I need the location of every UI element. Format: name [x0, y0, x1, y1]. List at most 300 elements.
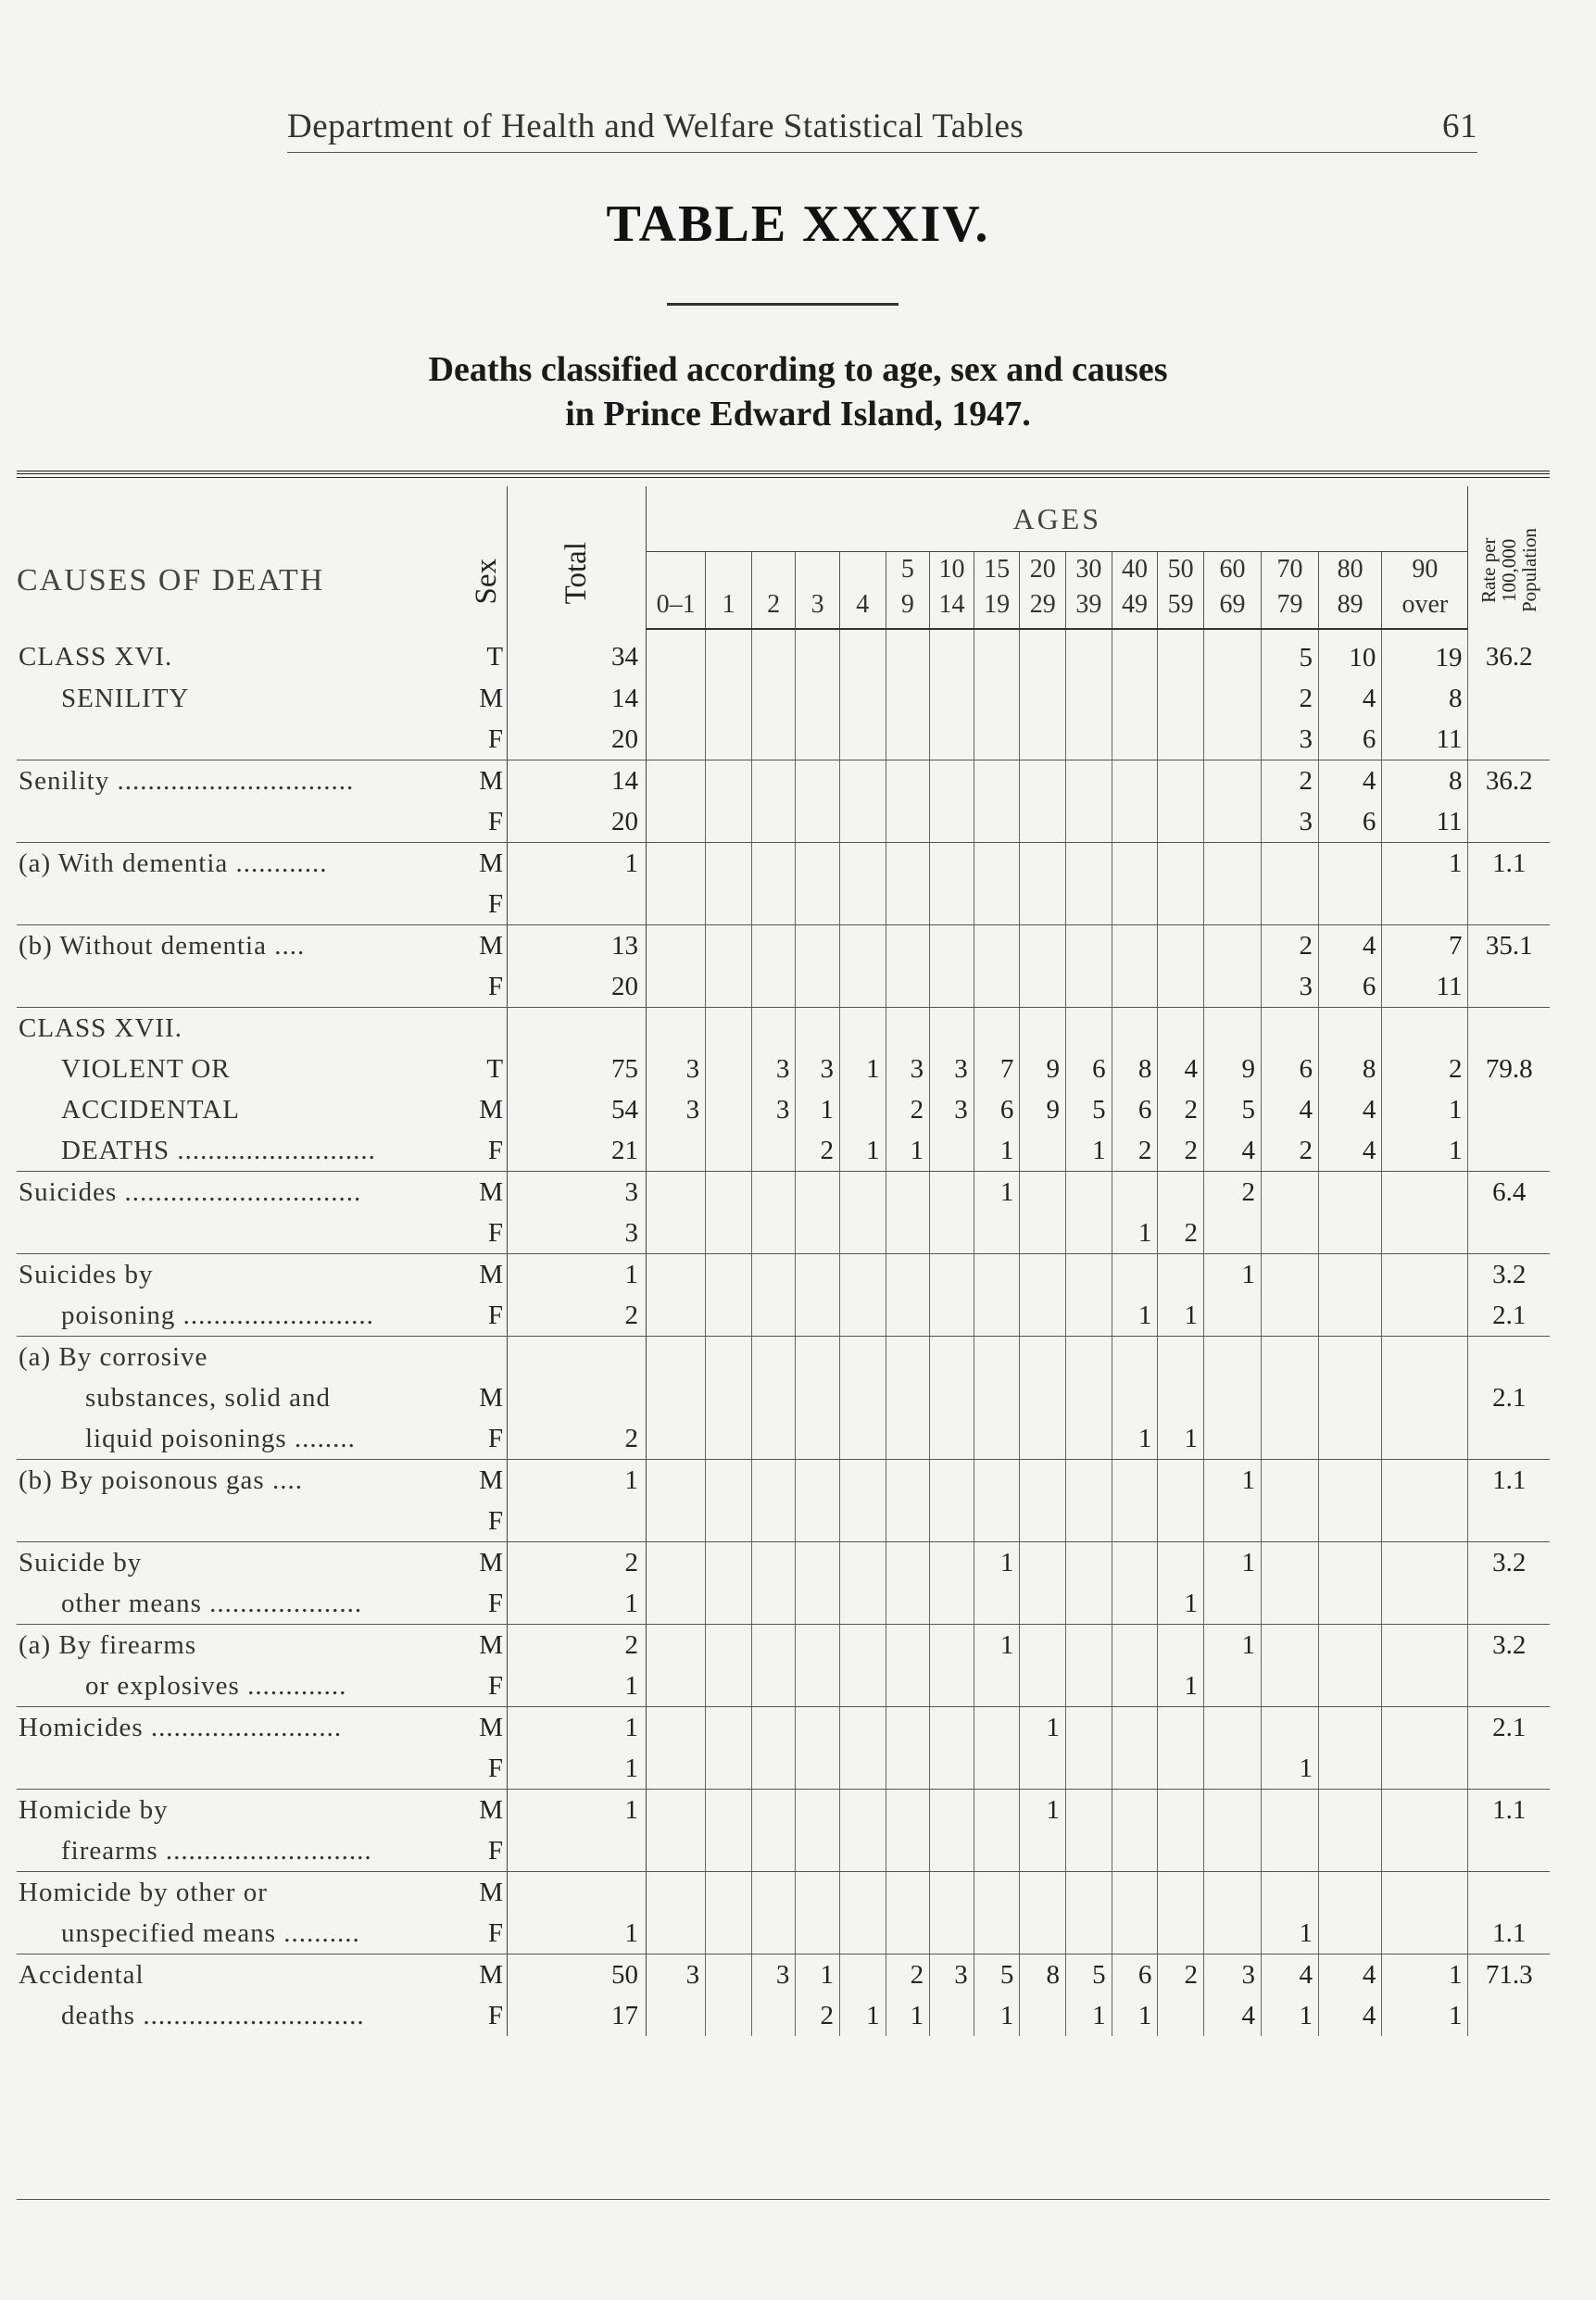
age-count-cell — [1203, 1707, 1261, 1749]
age-count-cell: 8 — [1382, 760, 1468, 802]
age-count-cell — [706, 925, 752, 967]
age-group-upper: 50 — [1167, 555, 1194, 584]
age-count-cell: 3 — [1262, 719, 1319, 760]
age-count-cell — [1382, 1254, 1468, 1296]
age-count-cell — [974, 1008, 1020, 1049]
rate-cell: 1.1 — [1468, 1913, 1550, 1954]
age-count-cell — [1066, 801, 1112, 843]
age-group-lower: 79 — [1276, 590, 1303, 619]
age-count-cell — [974, 1254, 1020, 1296]
age-count-cell — [886, 760, 930, 802]
age-count-cell: 5 — [1262, 629, 1319, 678]
age-count-cell — [1020, 1418, 1066, 1460]
total-cell: 1 — [508, 1665, 647, 1707]
age-count-cell: 1 — [1112, 1995, 1158, 2036]
age-count-cell — [1020, 1665, 1066, 1707]
header-age-group — [796, 552, 840, 630]
rate-cell: 2.1 — [1468, 1295, 1550, 1337]
age-count-cell — [930, 1707, 974, 1749]
cause-cell: DEATHS .......................... — [17, 1130, 467, 1172]
age-count-cell — [1262, 1707, 1319, 1749]
sex-cell: F — [467, 1501, 507, 1542]
age-count-cell — [796, 760, 840, 802]
age-count-cell — [1262, 1830, 1319, 1872]
total-cell: 1 — [508, 1254, 647, 1296]
age-count-cell — [1262, 884, 1319, 925]
age-count-cell — [839, 719, 886, 760]
table-row — [17, 1542, 1550, 1584]
header-age-group — [1382, 552, 1468, 630]
age-count-cell: 2 — [1382, 1049, 1468, 1089]
table-row — [17, 1172, 1550, 1213]
page-number: 61 — [1442, 107, 1477, 145]
age-count-cell — [974, 1872, 1020, 1914]
rate-cell — [1468, 1008, 1550, 1049]
age-count-cell — [1382, 1913, 1468, 1954]
age-count-cell — [930, 925, 974, 967]
age-count-cell — [974, 1337, 1020, 1378]
age-count-cell — [1319, 884, 1382, 925]
age-count-cell: 4 — [1319, 1995, 1382, 2036]
age-count-cell — [1382, 1337, 1468, 1378]
sex-cell: F — [467, 1295, 507, 1337]
age-count-cell — [796, 1913, 840, 1954]
age-count-cell — [1203, 1583, 1261, 1625]
age-count-cell — [1319, 1625, 1382, 1666]
age-count-cell — [1382, 1542, 1468, 1584]
age-group-lower: 59 — [1167, 590, 1194, 619]
age-count-cell — [1112, 1872, 1158, 1914]
age-count-cell — [886, 1501, 930, 1542]
rate-cell: 2.1 — [1468, 1707, 1550, 1749]
age-count-cell — [1112, 1542, 1158, 1584]
age-count-cell — [1319, 1254, 1382, 1296]
age-count-cell — [1158, 1872, 1204, 1914]
age-count-cell — [1158, 629, 1204, 678]
caption-line-2: in Prince Edward Island, 1947. — [565, 395, 1031, 434]
age-count-cell — [1158, 1748, 1204, 1790]
age-count-cell — [1066, 719, 1112, 760]
age-count-cell: 1 — [886, 1995, 930, 2036]
age-count-cell — [930, 760, 974, 802]
table-row — [17, 1008, 1550, 1049]
age-count-cell: 7 — [974, 1049, 1020, 1089]
age-count-cell — [974, 1295, 1020, 1337]
age-count-cell — [796, 925, 840, 967]
table-row — [17, 1583, 1550, 1625]
age-count-cell — [1158, 719, 1204, 760]
age-count-cell — [1112, 884, 1158, 925]
age-count-cell — [886, 1542, 930, 1584]
age-count-cell — [796, 1583, 840, 1625]
age-count-cell — [886, 1872, 930, 1914]
age-count-cell: 3 — [796, 1049, 840, 1089]
age-count-cell — [839, 1790, 886, 1831]
age-count-cell — [1262, 1790, 1319, 1831]
age-count-cell — [796, 1377, 840, 1418]
age-count-cell: 8 — [1382, 678, 1468, 719]
rate-cell: 36.2 — [1468, 629, 1550, 678]
age-count-cell — [1066, 1460, 1112, 1502]
age-count-cell — [1066, 884, 1112, 925]
age-count-cell — [1203, 1213, 1261, 1254]
age-count-cell — [1020, 1872, 1066, 1914]
age-count-cell — [886, 1707, 930, 1749]
age-count-cell — [1203, 1008, 1261, 1049]
age-count-cell — [1066, 1337, 1112, 1378]
cause-cell: (b) By poisonous gas .... — [19, 1464, 303, 1495]
age-count-cell: 1 — [796, 1954, 840, 1996]
age-count-cell — [706, 1213, 752, 1254]
age-count-cell — [751, 1830, 796, 1872]
header-age-group — [886, 552, 930, 630]
cause-cell: CLASS XVII. — [19, 1012, 182, 1043]
age-count-cell: 1 — [1112, 1418, 1158, 1460]
age-count-cell — [1020, 1542, 1066, 1584]
age-count-cell — [751, 1790, 796, 1831]
age-count-cell — [1158, 1790, 1204, 1831]
age-count-cell — [1066, 925, 1112, 967]
age-count-cell — [1020, 678, 1066, 719]
age-count-cell — [886, 629, 930, 678]
age-count-cell: 8 — [1112, 1049, 1158, 1089]
cause-cell — [17, 966, 467, 1008]
age-count-cell — [647, 1501, 706, 1542]
table-row — [17, 1337, 1550, 1378]
age-count-cell — [1262, 1295, 1319, 1337]
age-count-cell — [796, 1830, 840, 1872]
age-group-upper — [647, 552, 705, 587]
sex-cell: F — [467, 966, 507, 1008]
age-count-cell — [1262, 1418, 1319, 1460]
age-group-lower: 19 — [984, 590, 1011, 619]
total-cell: 14 — [508, 760, 647, 802]
age-count-cell — [647, 1625, 706, 1666]
age-count-cell — [751, 1130, 796, 1172]
age-count-cell: 6 — [1319, 801, 1382, 843]
cause-cell: (a) With dementia ............ — [19, 848, 328, 878]
age-count-cell — [647, 1172, 706, 1213]
age-group-upper: 60 — [1219, 555, 1246, 584]
age-count-cell — [1020, 1337, 1066, 1378]
age-count-cell — [974, 843, 1020, 885]
table-row — [17, 1954, 1550, 1996]
age-count-cell: 19 — [1382, 629, 1468, 678]
table-row — [17, 1790, 1550, 1831]
age-count-cell — [706, 1418, 752, 1460]
age-count-cell — [647, 1295, 706, 1337]
table-title: TABLE XXXIV. — [606, 195, 990, 253]
age-count-cell: 8 — [1020, 1954, 1066, 1996]
age-count-cell — [930, 1913, 974, 1954]
age-group-upper: 20 — [1029, 555, 1056, 584]
age-count-cell — [706, 678, 752, 719]
age-count-cell — [751, 678, 796, 719]
table-row — [17, 966, 1550, 1008]
age-count-cell — [1020, 1295, 1066, 1337]
cause-cell: VIOLENT OR — [61, 1053, 231, 1084]
age-count-cell — [839, 1254, 886, 1296]
age-count-cell — [1020, 1377, 1066, 1418]
age-count-cell — [930, 1008, 974, 1049]
age-count-cell — [1319, 1665, 1382, 1707]
age-count-cell — [1262, 1213, 1319, 1254]
age-count-cell — [1262, 1337, 1319, 1378]
age-count-cell — [647, 1872, 706, 1914]
total-cell: 17 — [508, 1995, 647, 2036]
age-count-cell — [751, 1172, 796, 1213]
cause-cell: liquid poisonings ........ — [17, 1418, 467, 1460]
cause-cell: CLASS XVI. — [19, 642, 173, 672]
header-age-group — [974, 552, 1020, 630]
age-count-cell — [839, 1418, 886, 1460]
age-count-cell: 3 — [1262, 801, 1319, 843]
age-count-cell — [839, 1213, 886, 1254]
age-count-cell: 1 — [1262, 1995, 1319, 2036]
age-count-cell: 2 — [1262, 1130, 1319, 1172]
total-cell — [508, 1501, 647, 1542]
rate-cell — [1468, 1213, 1550, 1254]
table-row — [17, 678, 1550, 719]
rate-cell — [1468, 1130, 1550, 1172]
age-count-cell — [1319, 1172, 1382, 1213]
age-count-cell — [1203, 1295, 1261, 1337]
age-count-cell — [930, 1790, 974, 1831]
table-body — [17, 629, 1550, 2036]
age-count-cell — [1112, 1830, 1158, 1872]
age-group-lower: 14 — [938, 590, 965, 619]
cause-cell: SENILITY — [61, 683, 190, 713]
table-bottom-rule — [17, 2199, 1550, 2200]
age-count-cell — [1203, 1913, 1261, 1954]
rate-cell: 35.1 — [1468, 925, 1550, 967]
age-count-cell — [751, 760, 796, 802]
age-count-cell — [974, 1665, 1020, 1707]
rate-cell: 71.3 — [1468, 1954, 1550, 1996]
total-cell — [508, 1008, 647, 1049]
age-count-cell: 1 — [1382, 1089, 1468, 1130]
age-count-cell — [1066, 1748, 1112, 1790]
total-cell: 21 — [508, 1130, 647, 1172]
age-count-cell — [1066, 1542, 1112, 1584]
age-count-cell — [647, 1583, 706, 1625]
age-count-cell — [930, 1872, 974, 1914]
age-count-cell — [839, 1625, 886, 1666]
sex-cell: M — [467, 1872, 507, 1914]
age-count-cell — [751, 1008, 796, 1049]
table-row — [17, 1872, 1550, 1914]
age-count-cell — [974, 1583, 1020, 1625]
age-count-cell — [1066, 966, 1112, 1008]
age-count-cell — [1020, 1501, 1066, 1542]
age-count-cell — [930, 1665, 974, 1707]
age-count-cell — [796, 884, 840, 925]
age-count-cell: 1 — [974, 1995, 1020, 2036]
age-count-cell — [751, 1748, 796, 1790]
age-count-cell — [1112, 719, 1158, 760]
age-count-cell: 6 — [1066, 1049, 1112, 1089]
age-count-cell — [1262, 843, 1319, 885]
age-count-cell — [1262, 1172, 1319, 1213]
age-count-cell: 2 — [1158, 1954, 1204, 1996]
sex-cell: M — [467, 1089, 507, 1130]
age-count-cell — [1203, 801, 1261, 843]
age-count-cell — [1112, 1707, 1158, 1749]
age-count-cell — [1262, 1872, 1319, 1914]
age-count-cell — [796, 1872, 840, 1914]
age-count-cell — [751, 1707, 796, 1749]
age-count-cell — [839, 1542, 886, 1584]
age-count-cell: 9 — [1020, 1049, 1066, 1089]
age-count-cell — [706, 1501, 752, 1542]
age-count-cell — [1112, 1254, 1158, 1296]
rate-cell — [1468, 801, 1550, 843]
table-row — [17, 1460, 1550, 1502]
sex-cell: F — [467, 884, 507, 925]
age-count-cell — [706, 1954, 752, 1996]
age-count-cell — [1066, 1830, 1112, 1872]
age-count-cell — [1020, 966, 1066, 1008]
age-count-cell: 1 — [1020, 1707, 1066, 1749]
age-count-cell — [1203, 1748, 1261, 1790]
age-count-cell — [1158, 1254, 1204, 1296]
age-count-cell — [1203, 966, 1261, 1008]
age-count-cell — [751, 1377, 796, 1418]
deaths-table — [17, 486, 1550, 2036]
table-row — [17, 1377, 1550, 1418]
age-count-cell — [1066, 1625, 1112, 1666]
header-total-label: Total — [559, 541, 594, 604]
age-count-cell: 5 — [1066, 1089, 1112, 1130]
age-count-cell — [1020, 1830, 1066, 1872]
age-count-cell — [974, 760, 1020, 802]
total-cell: 54 — [508, 1089, 647, 1130]
age-count-cell: 1 — [1158, 1665, 1204, 1707]
cause-cell: unspecified means .......... — [17, 1913, 467, 1954]
age-count-cell: 4 — [1319, 1089, 1382, 1130]
age-count-cell — [974, 1748, 1020, 1790]
caption-line-1: Deaths classified according to age, sex and causes — [428, 350, 1168, 389]
age-count-cell — [930, 1460, 974, 1502]
age-count-cell — [751, 1913, 796, 1954]
age-count-cell — [839, 884, 886, 925]
cause-cell: Suicides ............................... — [19, 1176, 362, 1207]
age-count-cell — [930, 1213, 974, 1254]
age-count-cell: 1 — [1066, 1130, 1112, 1172]
age-count-cell: 9 — [1203, 1049, 1261, 1089]
table-row — [17, 760, 1550, 802]
age-count-cell: 3 — [930, 1954, 974, 1996]
age-count-cell: 2 — [1262, 925, 1319, 967]
rate-cell — [1468, 1337, 1550, 1378]
age-count-cell — [647, 1337, 706, 1378]
age-count-cell — [886, 1665, 930, 1707]
age-count-cell: 1 — [1262, 1913, 1319, 1954]
age-count-cell: 3 — [886, 1049, 930, 1089]
age-count-cell — [706, 801, 752, 843]
age-count-cell: 1 — [1382, 843, 1468, 885]
age-count-cell — [647, 678, 706, 719]
age-count-cell — [1319, 1377, 1382, 1418]
age-count-cell — [839, 801, 886, 843]
cause-cell: Senility ............................... — [19, 765, 355, 796]
age-count-cell — [1158, 801, 1204, 843]
header-causes-of-death: CAUSES OF DEATH — [17, 563, 325, 597]
age-count-cell — [1203, 1501, 1261, 1542]
header-age-group — [930, 552, 974, 630]
rate-cell — [1468, 1089, 1550, 1130]
age-count-cell: 5 — [1203, 1089, 1261, 1130]
age-count-cell: 2 — [1203, 1172, 1261, 1213]
age-count-cell — [751, 1542, 796, 1584]
age-count-cell: 1 — [839, 1130, 886, 1172]
table-row — [17, 1418, 1550, 1460]
sex-cell: M — [467, 925, 507, 967]
age-count-cell — [974, 1213, 1020, 1254]
total-cell: 2 — [508, 1542, 647, 1584]
age-count-cell: 1 — [1203, 1542, 1261, 1584]
age-count-cell: 5 — [974, 1954, 1020, 1996]
age-count-cell — [706, 1377, 752, 1418]
age-count-cell — [839, 1830, 886, 1872]
total-cell: 1 — [508, 1460, 647, 1502]
age-count-cell — [839, 1172, 886, 1213]
age-group-lower: 29 — [1029, 590, 1056, 619]
age-count-cell — [706, 1049, 752, 1089]
age-count-cell — [839, 966, 886, 1008]
total-cell: 75 — [508, 1049, 647, 1089]
age-count-cell — [751, 966, 796, 1008]
age-group-upper: 5 — [900, 555, 914, 584]
table-row — [17, 1830, 1550, 1872]
age-count-cell — [751, 843, 796, 885]
total-cell: 1 — [508, 1748, 647, 1790]
age-count-cell: 2 — [886, 1089, 930, 1130]
age-count-cell — [706, 1583, 752, 1625]
total-cell — [508, 1830, 647, 1872]
age-count-cell — [886, 1337, 930, 1378]
age-count-cell — [839, 1089, 886, 1130]
age-count-cell — [1158, 1542, 1204, 1584]
age-count-cell — [886, 1625, 930, 1666]
table-row — [17, 801, 1550, 843]
age-count-cell: 4 — [1158, 1049, 1204, 1089]
age-count-cell — [706, 1790, 752, 1831]
age-count-cell — [1066, 1295, 1112, 1337]
age-count-cell — [930, 1501, 974, 1542]
age-count-cell — [1319, 1418, 1382, 1460]
age-count-cell — [1020, 1008, 1066, 1049]
age-count-cell: 4 — [1319, 678, 1382, 719]
age-count-cell — [1203, 843, 1261, 885]
age-count-cell — [1066, 1790, 1112, 1831]
age-count-cell — [647, 1995, 706, 2036]
rate-cell: 79.8 — [1468, 1049, 1550, 1089]
total-cell: 20 — [508, 966, 647, 1008]
sex-cell: M — [467, 1460, 507, 1502]
age-group-lower: 89 — [1337, 590, 1364, 619]
age-count-cell — [706, 884, 752, 925]
age-count-cell — [1203, 678, 1261, 719]
age-count-cell: 1 — [1203, 1460, 1261, 1502]
age-group-lower: 49 — [1121, 590, 1148, 619]
age-count-cell — [1382, 1295, 1468, 1337]
age-group-upper — [706, 552, 751, 587]
age-count-cell — [1112, 1625, 1158, 1666]
age-count-cell — [886, 1913, 930, 1954]
age-count-cell — [647, 1213, 706, 1254]
age-group-upper: 40 — [1121, 555, 1148, 584]
